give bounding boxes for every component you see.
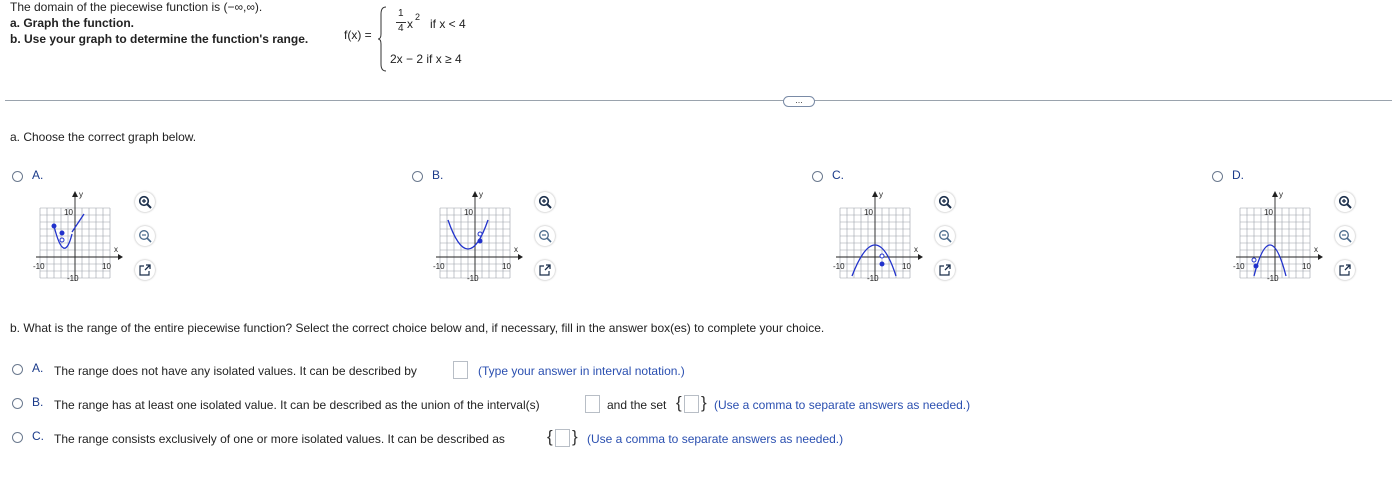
parabola-curve bbox=[1254, 245, 1286, 276]
closed-endpoint bbox=[52, 224, 56, 228]
range-option-a-radio[interactable] bbox=[12, 364, 23, 375]
piece1-exponent: 2 bbox=[415, 12, 421, 22]
part-b-statement: b. Use your graph to determine the function's range. bbox=[10, 32, 309, 46]
zoom-out-icon bbox=[938, 229, 952, 243]
more-button[interactable]: ... bbox=[783, 96, 815, 107]
zoom-in-icon bbox=[938, 195, 952, 209]
x-axis-arrow bbox=[118, 254, 123, 260]
open-endpoint bbox=[60, 238, 64, 242]
graph-option-c-zoom-in-button[interactable] bbox=[935, 192, 955, 212]
y-axis-arrow bbox=[72, 191, 78, 197]
y-tick-pos: 10 bbox=[64, 208, 73, 217]
function-label: f(x) = bbox=[344, 28, 372, 42]
range-option-c-hint: (Use a comma to separate answers as needed.) bbox=[587, 432, 844, 446]
graph-option-b-zoom-in-button[interactable] bbox=[535, 192, 555, 212]
x-axis-label: x bbox=[114, 245, 118, 254]
open-endpoint bbox=[478, 232, 482, 236]
closed-endpoint bbox=[60, 231, 64, 235]
range-option-b-close-brace: } bbox=[701, 393, 707, 412]
part-a-instruction: a. Choose the correct graph below. bbox=[10, 130, 197, 144]
graph-option-c-zoom-out-button[interactable] bbox=[935, 226, 955, 246]
piecewise-function bbox=[344, 6, 494, 72]
piece2-expression: 2x − 2 if x ≥ 4 bbox=[390, 52, 462, 66]
x-axis-arrow bbox=[518, 254, 523, 260]
graph-option-d-plot[interactable] bbox=[1232, 188, 1342, 284]
y-tick-pos: 10 bbox=[864, 208, 873, 217]
zoom-out-icon bbox=[538, 229, 552, 243]
graph-option-a-radio[interactable] bbox=[12, 171, 23, 182]
y-tick-pos: 10 bbox=[464, 208, 473, 217]
graph-option-b-plot[interactable] bbox=[432, 188, 542, 284]
piece1-condition: if x < 4 bbox=[430, 17, 466, 31]
graph-option-c-plot[interactable] bbox=[832, 188, 942, 284]
closed-endpoint bbox=[478, 239, 482, 243]
function-brace bbox=[378, 6, 388, 72]
y-axis-arrow bbox=[872, 191, 878, 197]
x-axis-label: x bbox=[1314, 245, 1318, 254]
y-axis-arrow bbox=[472, 191, 478, 197]
graph-option-a-expand-button[interactable] bbox=[135, 260, 155, 280]
expand-icon bbox=[1338, 263, 1352, 277]
zoom-in-icon bbox=[1338, 195, 1352, 209]
range-option-b-radio[interactable] bbox=[12, 398, 23, 409]
range-option-a-text: The range does not have any isolated values. It can be described by bbox=[54, 364, 417, 378]
graph-option-c-radio[interactable] bbox=[812, 171, 823, 182]
y-axis-label: y bbox=[479, 190, 483, 199]
x-axis-arrow bbox=[1318, 254, 1323, 260]
y-tick-neg: -10 bbox=[1267, 274, 1279, 283]
graph-option-b-zoom-out-button[interactable] bbox=[535, 226, 555, 246]
range-option-c-text: The range consists exclusively of one or more isolated values. It can be described as bbox=[54, 432, 505, 446]
graph-option-a-zoom-in-button[interactable] bbox=[135, 192, 155, 212]
graph-option-b-radio[interactable] bbox=[412, 171, 423, 182]
graph-option-a-plot[interactable] bbox=[32, 188, 142, 284]
graph-option-a-letter: A. bbox=[32, 168, 44, 182]
open-endpoint bbox=[1252, 258, 1256, 262]
part-a-statement: a. Graph the function. bbox=[10, 16, 135, 30]
x-tick-neg: -10 bbox=[1233, 262, 1245, 271]
graph-option-d-letter: D. bbox=[1232, 168, 1244, 182]
x-tick-neg: -10 bbox=[833, 262, 845, 271]
range-option-c-close-brace: } bbox=[572, 427, 578, 446]
graph-option-c-expand-button[interactable] bbox=[935, 260, 955, 280]
parabola-curve bbox=[54, 226, 72, 248]
y-axis-label: y bbox=[79, 190, 83, 199]
x-tick-neg: -10 bbox=[33, 262, 45, 271]
graph-option-d-expand-button[interactable] bbox=[1335, 260, 1355, 280]
range-option-b-set-box[interactable] bbox=[684, 395, 699, 413]
range-option-b-letter: B. bbox=[32, 395, 44, 409]
range-option-b-interval-box[interactable] bbox=[585, 395, 600, 413]
range-option-b-hint: (Use a comma to separate answers as needed.) bbox=[714, 398, 971, 412]
section-divider bbox=[5, 100, 1392, 101]
zoom-in-icon bbox=[138, 195, 152, 209]
open-endpoint bbox=[880, 254, 884, 258]
graph-option-a-zoom-out-button[interactable] bbox=[135, 226, 155, 246]
x-tick-pos: 10 bbox=[502, 262, 511, 271]
y-axis-label: y bbox=[1279, 190, 1283, 199]
x-tick-neg: -10 bbox=[433, 262, 445, 271]
range-option-c-set-box[interactable] bbox=[555, 429, 570, 447]
domain-statement: The domain of the piecewise function is (−∞,∞). bbox=[10, 0, 263, 14]
y-axis-label: y bbox=[879, 190, 883, 199]
parabola-curve bbox=[852, 245, 896, 276]
closed-endpoint bbox=[880, 262, 884, 266]
fraction-numerator: 1 bbox=[398, 8, 404, 19]
range-option-a-answer-box[interactable] bbox=[453, 361, 468, 379]
x-tick-pos: 10 bbox=[902, 262, 911, 271]
x-axis-label: x bbox=[914, 245, 918, 254]
graph-option-d-zoom-out-button[interactable] bbox=[1335, 226, 1355, 246]
range-option-b-open-brace: { bbox=[676, 393, 682, 412]
range-option-c-open-brace: { bbox=[547, 427, 553, 446]
range-option-b-mid-text: and the set bbox=[607, 398, 667, 412]
graph-option-b-letter: B. bbox=[432, 168, 444, 182]
part-b-question: b. What is the range of the entire piecewise function? Select the correct choice below and, if necessary, fill in the answer box(es) to complete your choice. bbox=[10, 321, 825, 335]
y-axis-arrow bbox=[1272, 191, 1278, 197]
zoom-in-icon bbox=[538, 195, 552, 209]
range-option-a-hint: (Type your answer in interval notation.) bbox=[478, 364, 685, 378]
zoom-out-icon bbox=[1338, 229, 1352, 243]
closed-endpoint bbox=[1254, 264, 1258, 268]
graph-option-b-expand-button[interactable] bbox=[535, 260, 555, 280]
x-tick-pos: 10 bbox=[102, 262, 111, 271]
graph-option-c-letter: C. bbox=[832, 168, 844, 182]
x-axis-arrow bbox=[918, 254, 923, 260]
expand-icon bbox=[138, 263, 152, 277]
y-tick-neg: -10 bbox=[867, 274, 879, 283]
y-tick-neg: -10 bbox=[467, 274, 479, 283]
expand-icon bbox=[538, 263, 552, 277]
x-axis-label: x bbox=[514, 245, 518, 254]
x-tick-pos: 10 bbox=[1302, 262, 1311, 271]
graph-option-d-radio[interactable] bbox=[1212, 171, 1223, 182]
y-tick-pos: 10 bbox=[1264, 208, 1273, 217]
range-option-c-letter: C. bbox=[32, 429, 44, 443]
fraction-denominator: 4 bbox=[398, 23, 404, 34]
graph-option-d-zoom-in-button[interactable] bbox=[1335, 192, 1355, 212]
zoom-out-icon bbox=[138, 229, 152, 243]
y-tick-neg: -10 bbox=[67, 274, 79, 283]
range-option-c-radio[interactable] bbox=[12, 432, 23, 443]
expand-icon bbox=[938, 263, 952, 277]
range-option-a-letter: A. bbox=[32, 361, 44, 375]
piece1-expression: x bbox=[407, 17, 413, 31]
range-option-b-text: The range has at least one isolated value. It can be described as the union of the interval(s) bbox=[54, 398, 540, 412]
